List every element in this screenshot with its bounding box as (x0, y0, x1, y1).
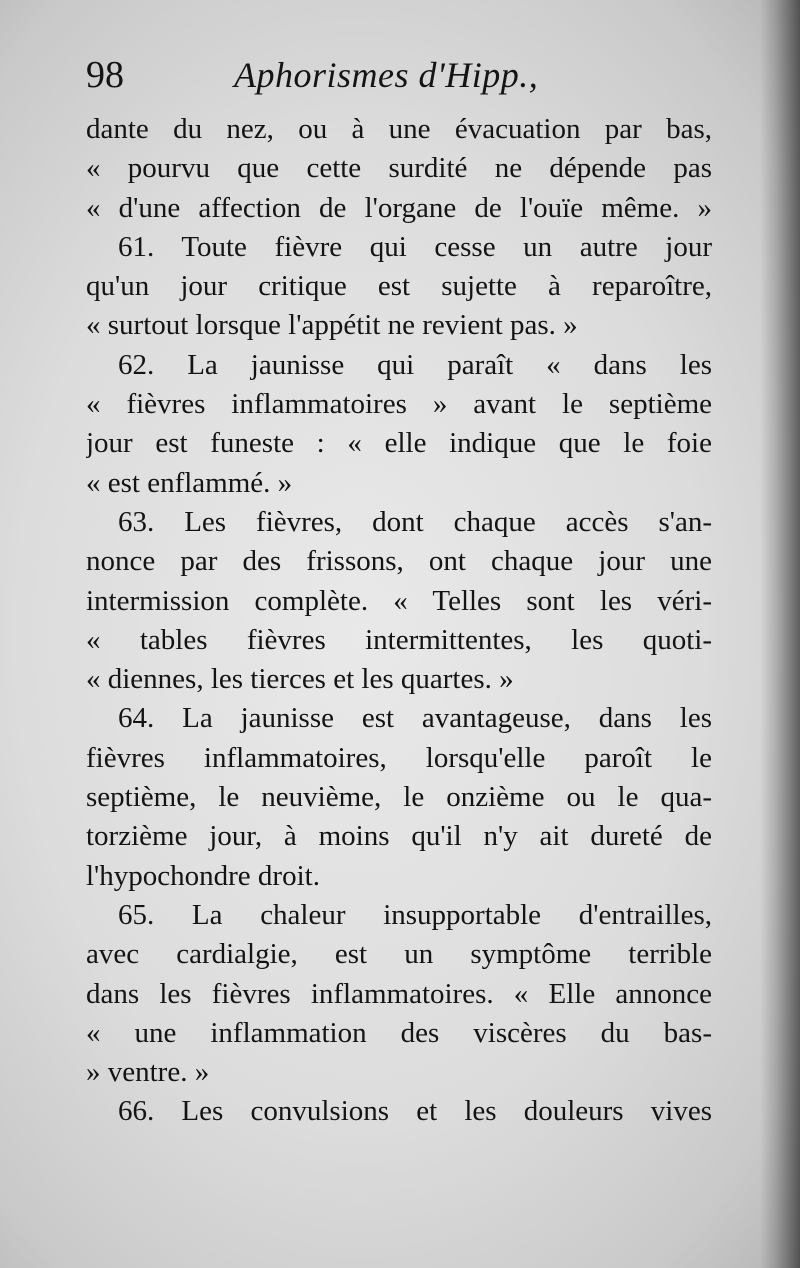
text-line: avec cardialgie, est un symptôme terrible (86, 938, 712, 971)
aphorism-65-start: 65. La chaleur insupportable d'entrailles, (118, 898, 712, 931)
text-line: dante du nez, ou à une évacuation par bas, (86, 113, 712, 145)
text-line: l'hypochondre droit. (86, 859, 320, 892)
text-line: fièvres inflammatoires, lorsqu'elle paroît le (86, 741, 712, 774)
text-line: qu'un jour critique est sujette à reparoître, (86, 270, 712, 303)
aphorism-63-start: 63. Les fièvres, dont chaque accès s'an- (118, 505, 712, 538)
aphorism-64-start: 64. La jaunisse est avantageuse, dans les (118, 702, 712, 735)
text-line: « pourvu que cette surdité ne dépende pas (86, 152, 712, 185)
text-line: « est enflammé. » (86, 466, 293, 499)
aphorism-61-start: 61. Toute fièvre qui cesse un autre jour (118, 230, 712, 263)
text-line: « diennes, les tierces et les quartes. » (86, 663, 514, 696)
aphorism-66-start: 66. Les convulsions et les douleurs vives (118, 1095, 712, 1128)
page-number: 98 (86, 54, 124, 96)
text-line: « tables fièvres intermittentes, les quoti- (86, 623, 712, 656)
body-text (86, 110, 712, 1132)
text-line: dans les fièvres inflammatoires. « Elle annonce (86, 977, 712, 1010)
page-header (86, 50, 726, 100)
text-line: » ventre. » (86, 1056, 210, 1089)
text-line: intermission complète. « Telles sont les véri- (86, 584, 712, 617)
text-line: « fièvres inflammatoires » avant le septième (86, 388, 712, 421)
text-line: jour est funeste : « elle indique que le foie (86, 427, 712, 460)
text-line: septième, le neuvième, le onzième ou le qua- (86, 781, 712, 814)
text-line: torzième jour, à moins qu'il n'y ait dureté de (86, 820, 712, 853)
text-line: « d'une affection de l'organe de l'ouïe même. » (86, 191, 712, 224)
text-line: nonce par des frissons, ont chaque jour une (86, 545, 712, 578)
aphorism-62-start: 62. La jaunisse qui paraît « dans les (118, 348, 712, 381)
running-title: Aphorismes d'Hipp., (234, 55, 539, 95)
text-line: « une inflammation des viscères du bas- (86, 1016, 712, 1049)
text-line: « surtout lorsque l'appétit ne revient pas. » (86, 309, 578, 342)
